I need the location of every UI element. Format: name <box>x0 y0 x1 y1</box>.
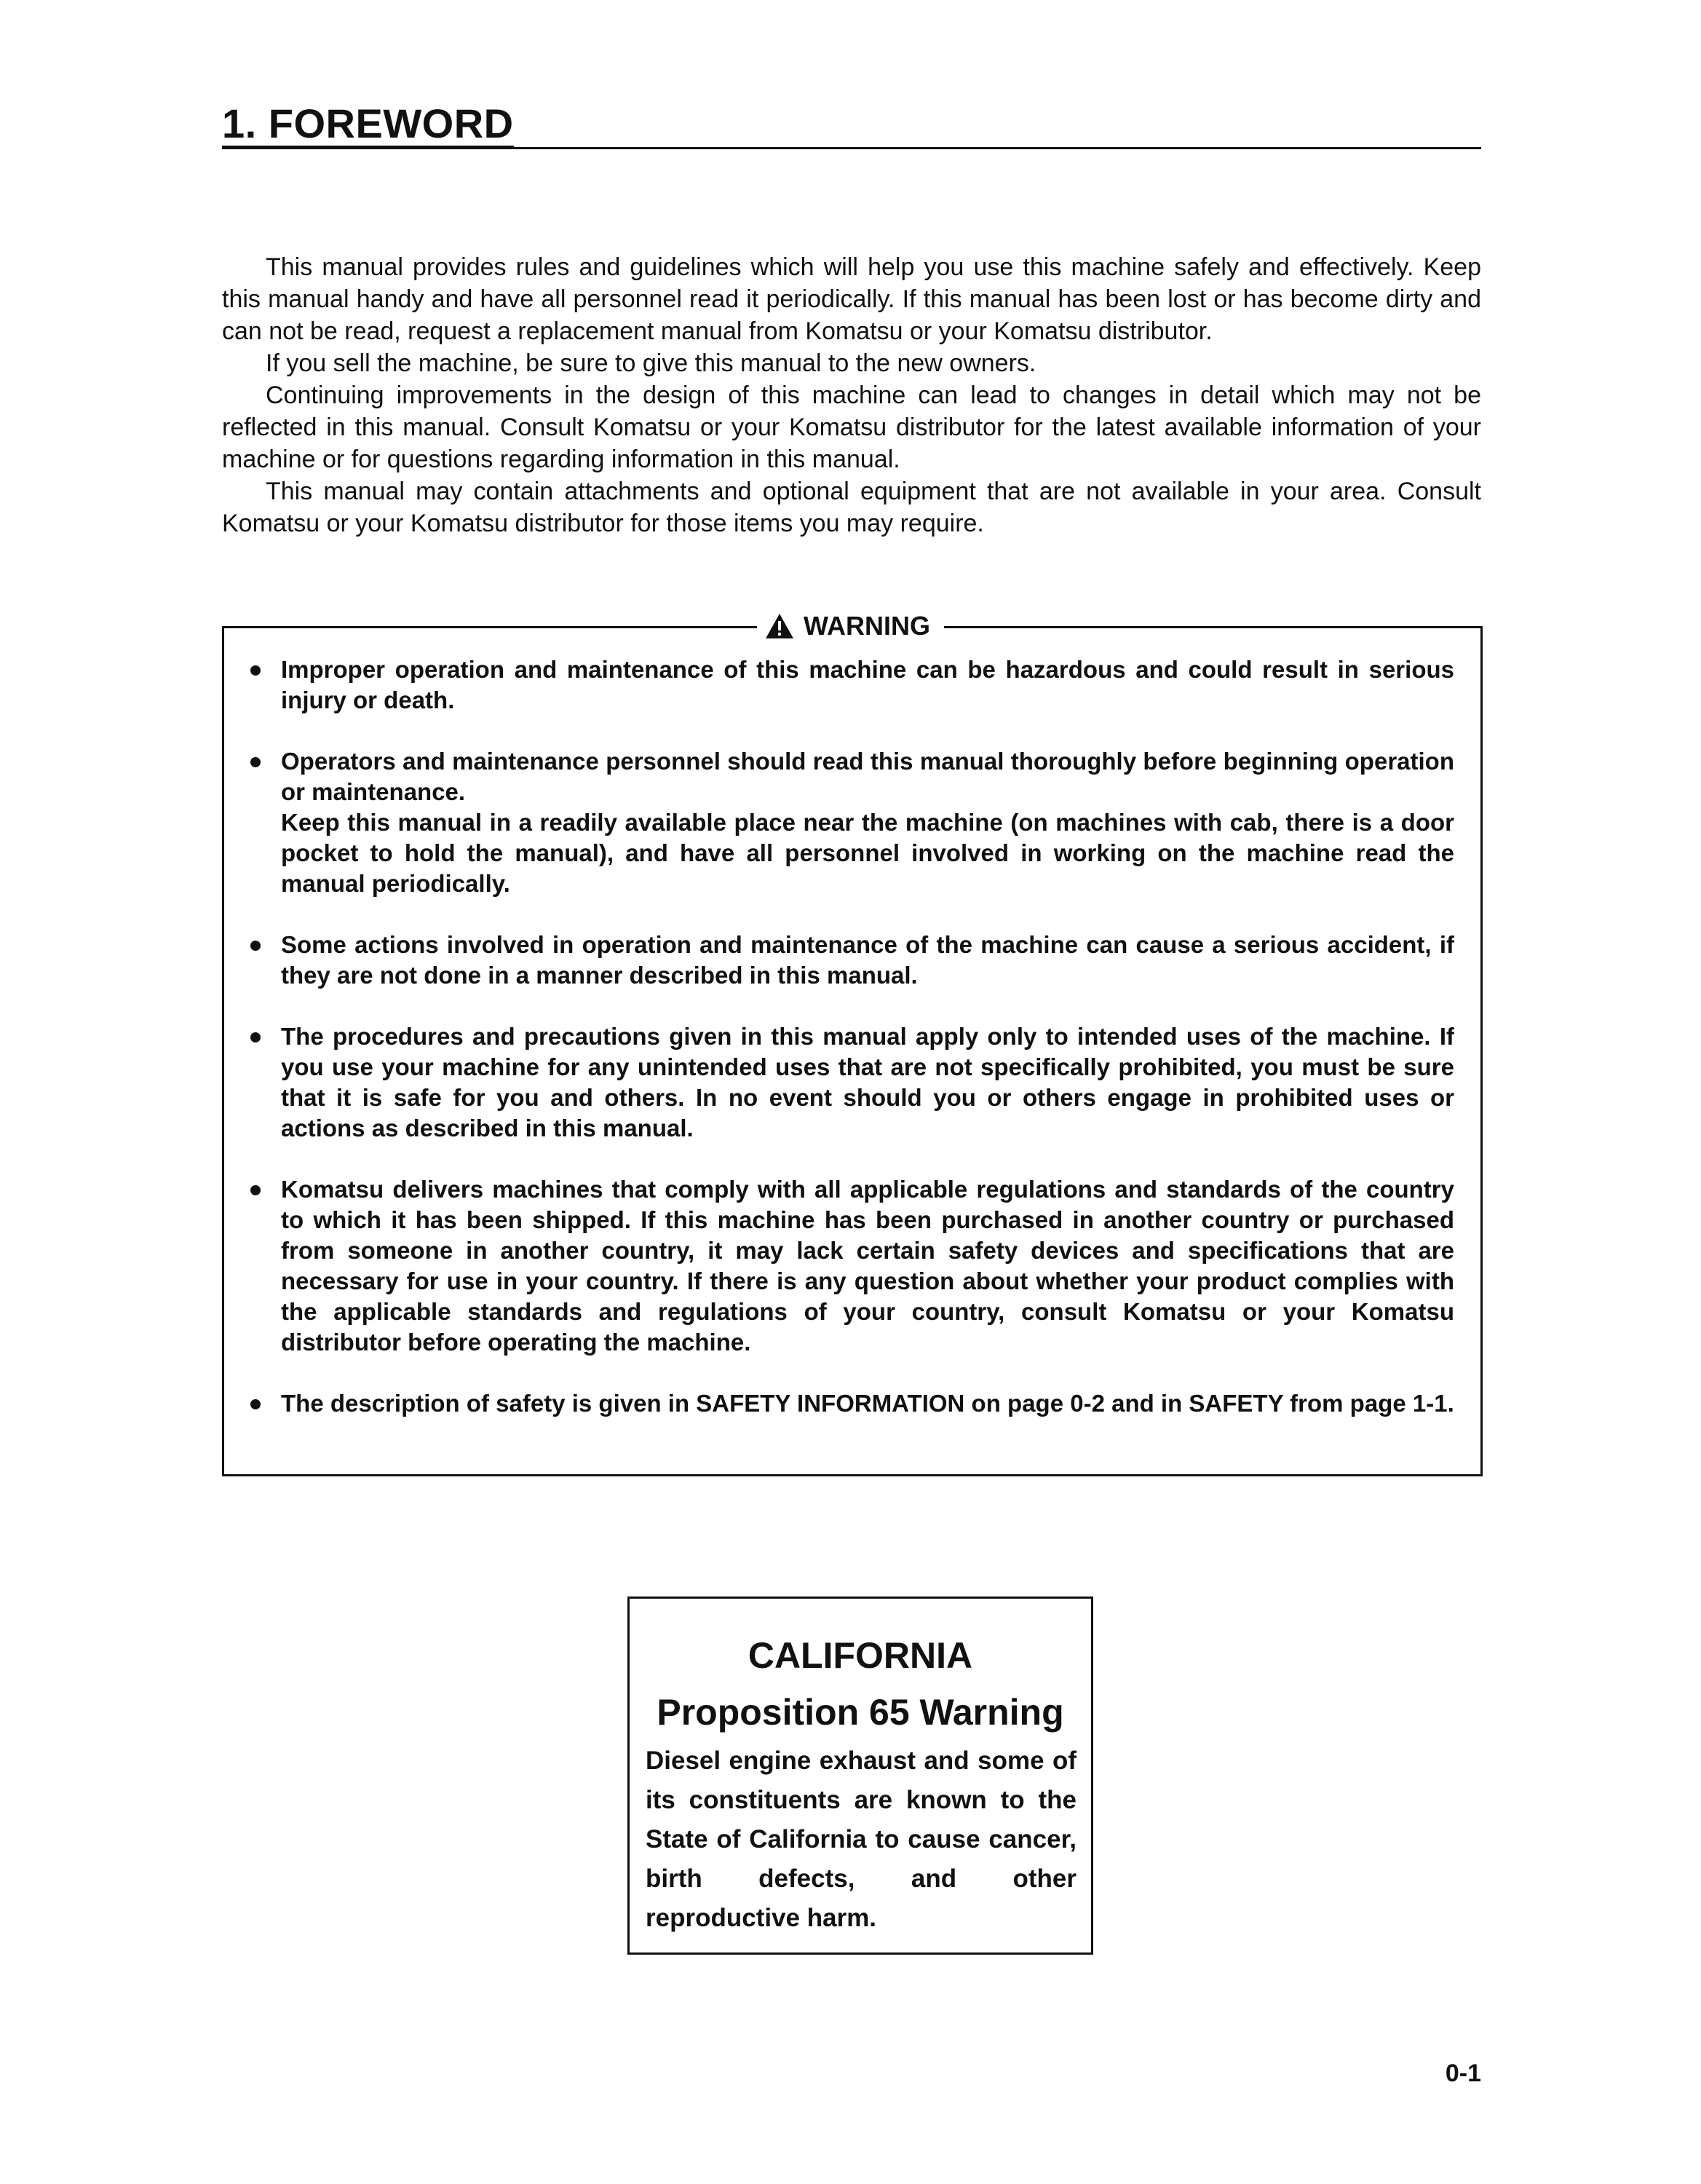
warning-item <box>246 1174 1454 1358</box>
california-title: CALIFORNIA <box>748 1635 973 1676</box>
foreword-paragraph: Continuing improvements in the design of this machine can lead to changes in detail which may not be reflected in this manual. Consult Komatsu or your Komatsu distributor for the latest available information of your machine or for questions regarding information in this manual. <box>222 381 1481 473</box>
page-number: 0-1 <box>1445 2060 1481 2087</box>
proposition-65-heading: Proposition 65 Warning <box>657 1692 1064 1733</box>
california-prop65-box <box>627 1597 1093 1955</box>
warning-item-text: Some actions involved in operation and maintenance of the machine can cause a serious accident, if they are not done in a manner described in this manual. <box>281 931 1454 989</box>
warning-item <box>246 746 1454 899</box>
warning-item <box>246 930 1454 991</box>
section-header <box>222 102 1481 149</box>
warning-title: WARNING <box>804 611 930 641</box>
bullet-icon <box>250 665 261 676</box>
bullet-icon <box>250 1399 261 1409</box>
foreword-text <box>222 251 1481 539</box>
bullet-icon <box>250 1185 261 1195</box>
warning-list <box>246 654 1454 1449</box>
foreword-paragraph: This manual provides rules and guidelines which will help you use this machine safely and effectively. Keep this manual handy and have all personnel read it periodically. If this manual has been lost or has become dirty and can not be read, request a replacement manual from Komatsu or your Komatsu distributor. <box>222 253 1481 345</box>
warning-item-text: Improper operation and maintenance of this machine can be hazardous and could result in serious injury or death. <box>281 656 1454 713</box>
warning-item-text: Keep this manual in a readily available place near the machine (on machines with cab, there is a door pocket to hold the manual), and have all personnel involved in working on the machine read the manual periodically. <box>281 809 1454 897</box>
warning-item-text: Operators and maintenance personnel should read this manual thoroughly before beginning operation or maintenance. <box>281 748 1454 805</box>
warning-item <box>246 1021 1454 1144</box>
warning-item-text: The description of safety is given in SAFETY INFORMATION on page 0-2 and in SAFETY from page 1-1. <box>281 1390 1454 1417</box>
warning-title-row <box>222 611 1483 655</box>
warning-item <box>246 1388 1454 1419</box>
warning-heading <box>764 610 930 642</box>
foreword-paragraph: This manual may contain attachments and optional equipment that are not available in your area. Consult Komatsu or your Komatsu distributor for those items you may require. <box>222 478 1481 537</box>
warning-rule-right <box>944 626 1483 628</box>
warning-rule-left <box>222 626 757 628</box>
warning-box <box>222 611 1483 1476</box>
california-warning-text: Diesel engine exhaust and some of its constituents are known to the State of California to cause cancer, birth defects, and other reproductive harm. <box>646 1746 1076 1932</box>
warning-item-text: The procedures and precautions given in this manual apply only to intended uses of the machine. If you use your machine for any unintended uses that are not specifically prohibited, you must be sure that it is safe for you and others. In no event should you or others engage in prohibited uses or actions as described in this manual. <box>281 1023 1454 1142</box>
warning-item-text: Komatsu delivers machines that comply with all applicable regulations and standards of the country to which it has been shipped. If this machine has been purchased in another country or purchased from someone in another country, it may lack certain safety devices and specifications that are necessary for use in your country. If there is any question about whether your product complies with the applicable standards and regulations of your country, consult Komatsu or your Komatsu distributor before operating the machine. <box>281 1176 1454 1356</box>
bullet-icon <box>250 757 261 767</box>
bullet-icon <box>250 1032 261 1042</box>
foreword-paragraph: If you sell the machine, be sure to give this manual to the new owners. <box>266 349 1036 377</box>
bullet-icon <box>250 941 261 951</box>
warning-triangle-icon <box>764 612 795 640</box>
page-title: 1. FOREWORD <box>222 102 514 149</box>
warning-item <box>246 654 1454 716</box>
